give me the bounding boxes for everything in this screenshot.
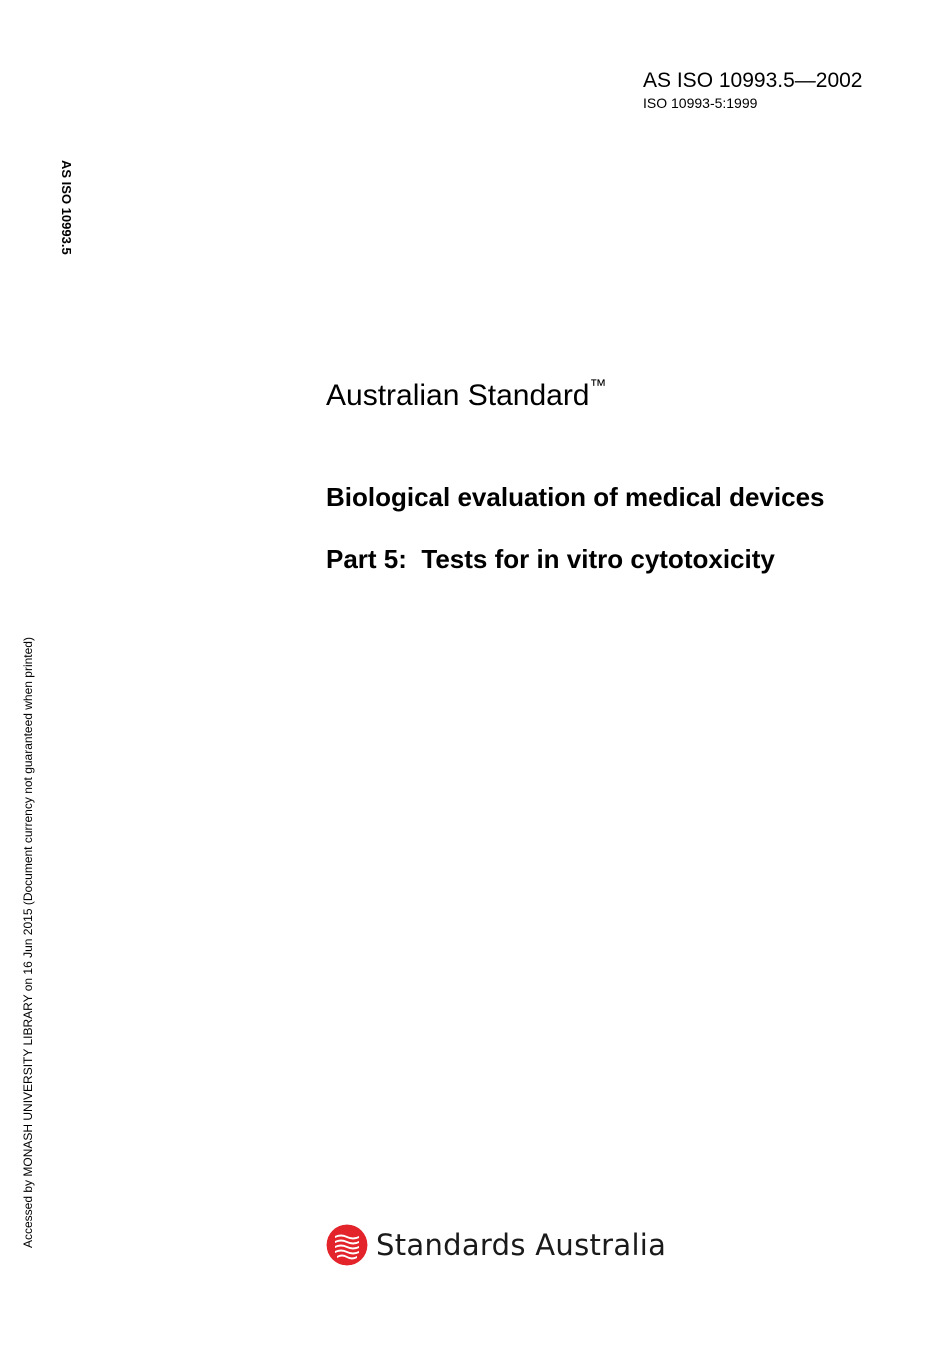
series-text: Australian Standard: [326, 379, 590, 412]
standards-australia-logo-icon: [326, 1224, 368, 1266]
iso-reference: ISO 10993-5:1999: [643, 95, 758, 111]
spine-label: AS ISO 10993.5: [59, 160, 74, 255]
access-note: Accessed by MONASH UNIVERSITY LIBRARY on 16 Jun 2015 (Document currency not guaranteed when printed): [21, 637, 35, 1248]
trademark-symbol: ™: [589, 376, 607, 395]
document-title: Biological evaluation of medical devices: [326, 482, 825, 512]
publisher-name: Standards Australia: [376, 1228, 667, 1262]
publisher-logo: [326, 1223, 666, 1267]
document-part-title: Part 5: Tests for in vitro cytotoxicity: [326, 544, 775, 574]
standard-number: AS ISO 10993.5—2002: [643, 69, 863, 92]
series-label: [326, 378, 607, 414]
